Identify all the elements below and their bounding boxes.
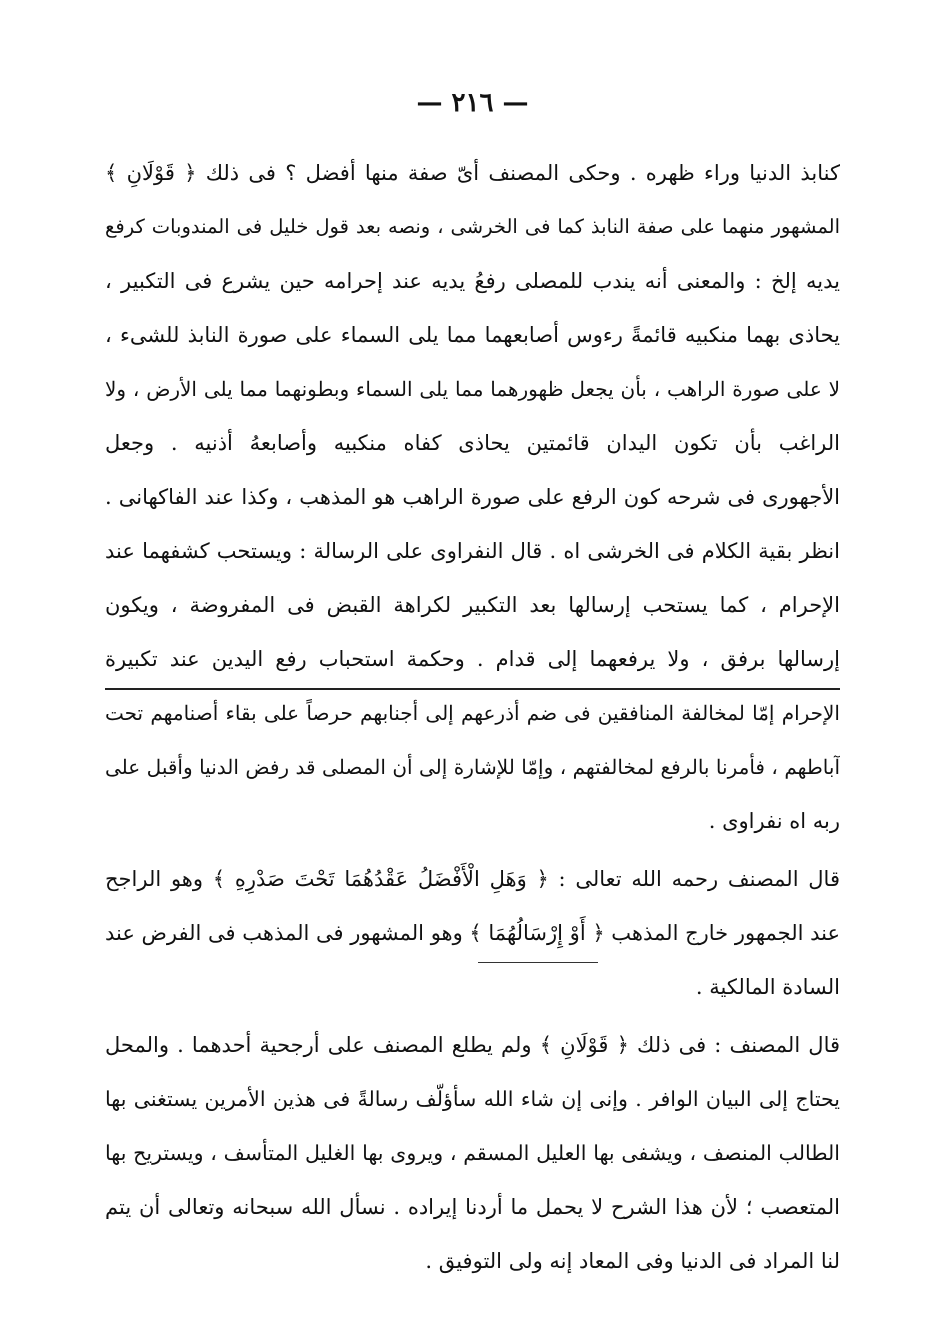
text-line: الإحرام إمّا لمخالفة المنافقين فى ضم أذرعهم إلى أجنابهم حرصاً على بقاء أصنامهم تحت (105, 701, 840, 725)
page-number: — ٢١٦ — (416, 88, 529, 118)
text-line: آباطهم ، فأمرنا بالرفع لمخالفتهم ، وإمّا للإشارة إلى أن المصلى قد رفض الدنيا وأقبل على (105, 755, 840, 779)
text-line: يديه إلخ : والمعنى أنه يندب للمصلى رفعُ يديه عند إحرامه حين يشرع فى التكبير ، (105, 269, 840, 293)
paragraph-2 (105, 852, 840, 1014)
text-line: لا على صورة الراهب ، بأن يجعل ظهورهما مما يلى السماء وبطونهما مما يلى الأرض ، ولا (105, 377, 840, 401)
text-line: يحاذى بهما منكبيه قائمةً رءوس أصابعهما مما يلى السماء على صورة النابذ للشىء ، (105, 323, 840, 347)
text-line: الطالب المنصف ، ويشفى بها العليل المسقم ، ويروى بها الغليل المتأسف ، ويستريح بها (105, 1141, 840, 1165)
text-line: كنابذ الدنيا وراء ظهره . وحكى المصنف أىّ صفة منها أفضل ؟ فى ذلك ﴿ قَوْلَانِ ﴾ (105, 161, 840, 185)
text-line: الأجهورى فى شرحه كون الرفع على صورة الراهب هو المذهب ، وكذا عند الفاكهانى . (105, 485, 840, 509)
text-line: يحتاج إلى البيان الوافر . وإنى إن شاء الله سأؤلّف رسالةً فى هذين الأمرين يستغنى بها (105, 1087, 840, 1111)
paragraph-3 (105, 1018, 840, 1288)
text-line: ربه اه نفراوى . (708, 809, 840, 833)
text-line: قال المصنف رحمه الله تعالى : ﴿ وَهَلِ الْأَفْضَلُ عَقْدُهُمَا تَحْتَ صَدْرِهِ ﴾ وهو الراجح (105, 867, 840, 891)
text-line: الراغب بأن تكون اليدان قائمتين يحاذى كفاه منكبيه وأصابعهُ أذنيه . وجعل (105, 431, 840, 455)
underline-rule (105, 688, 840, 690)
text-line: لنا المراد فى الدنيا وفى المعاد إنه ولى التوفيق . (425, 1249, 840, 1273)
text-line: المشهور منهما على صفة النابذ كما فى الخرشى ، ونصه بعد قول خليل فى المندوبات كرفع (105, 215, 840, 238)
text-line: عند الجمهور خارج المذهب ﴿ أَوْ إِرْسَالُهُمَا ﴾ وهو المشهور فى المذهب فى الفرض عند (105, 921, 840, 945)
text-line: السادة المالكية . (695, 975, 840, 999)
text-line: المتعصب ؛ لأن هذا الشرح لا يحمل ما أردنا إيراده . نسأل الله سبحانه وتعالى أن يتم (105, 1195, 840, 1219)
paragraph-1 (105, 146, 840, 848)
text-line: إرسالها برفق ، ولا يرفعهما إلى قدام . وحكمة استحباب رفع اليدين عند تكبيرة (105, 647, 840, 671)
short-rule (478, 962, 598, 963)
text-line: قال المصنف : فى ذلك ﴿ قَوْلَانِ ﴾ ولم يطلع المصنف على أرجحية أحدهما . والمحل (105, 1033, 840, 1057)
text-line: انظر بقية الكلام فى الخرشى اه . قال النفراوى على الرسالة : ويستحب كشفهما عند (105, 539, 840, 563)
text-line: الإحرام ، كما يستحب إرسالها بعد التكبير لكراهة القبض فى المفروضة ، ويكون (105, 593, 840, 617)
